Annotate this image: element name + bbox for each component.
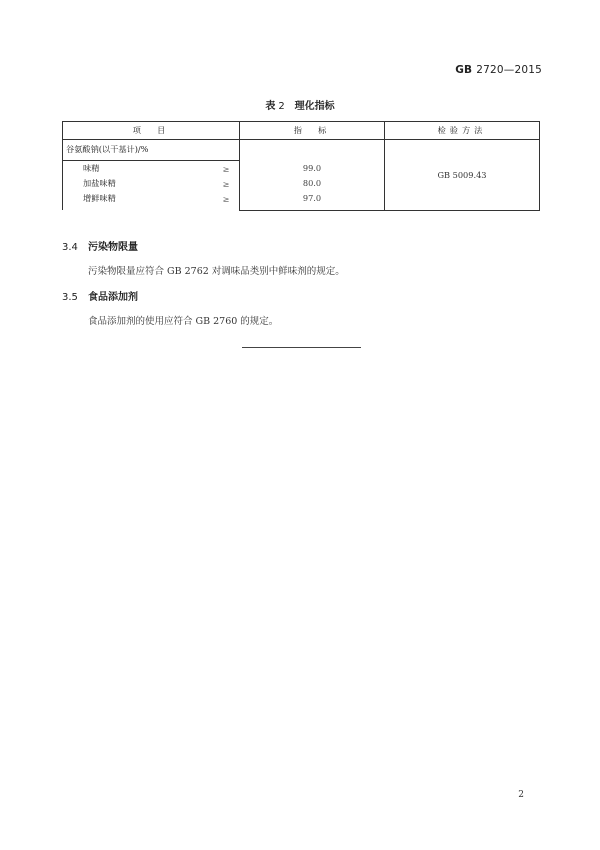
- document-code: [455, 64, 542, 76]
- caption-number: 2: [278, 101, 285, 112]
- method-cell: GB 5009.43: [385, 140, 540, 211]
- header-method: 检验方法: [385, 122, 540, 140]
- item-name: 加盐味精: [83, 178, 116, 188]
- caption-title: 理化指标: [294, 101, 335, 112]
- item-name: 味精: [83, 163, 100, 173]
- section-number: 3.5: [62, 292, 78, 303]
- page-number: 2: [518, 790, 524, 800]
- section-body: 食品添加剂的使用应符合 GB 2760 的规定。: [88, 316, 279, 327]
- value: 97.0: [302, 192, 322, 203]
- value: 99.0: [302, 162, 322, 173]
- sign: ≥: [222, 178, 230, 189]
- caption-label: 表: [265, 101, 276, 112]
- table-header-row: [63, 122, 540, 140]
- section-heading: [62, 288, 138, 303]
- table-row: [63, 161, 239, 176]
- sign: ≥: [222, 193, 230, 204]
- table-row: [63, 176, 239, 191]
- group-row: [63, 140, 540, 161]
- value: 80.0: [302, 177, 322, 188]
- items-cell: [63, 161, 240, 211]
- header-item: 项 目: [63, 122, 240, 140]
- standard-number: 2720—2015: [476, 64, 542, 76]
- physicochemical-table: [62, 121, 540, 211]
- group-index-cell: [240, 140, 385, 161]
- end-divider: [242, 347, 361, 348]
- table-caption: [0, 97, 600, 112]
- sign: ≥: [222, 163, 230, 174]
- section-body: 污染物限量应符合 GB 2762 对调味品类别中鲜味剂的规定。: [88, 266, 345, 277]
- section-title: 污染物限量: [88, 242, 138, 253]
- table-row: [63, 191, 239, 206]
- group-title: 谷氨酸钠(以干基计)/%: [63, 140, 240, 161]
- section-title: 食品添加剂: [88, 292, 138, 303]
- values-cell: [240, 161, 385, 211]
- section-heading: [62, 238, 138, 253]
- header-index: 指 标: [240, 122, 385, 140]
- section-number: 3.4: [62, 242, 78, 253]
- standard-prefix: GB: [455, 64, 473, 76]
- item-name: 增鲜味精: [83, 193, 116, 203]
